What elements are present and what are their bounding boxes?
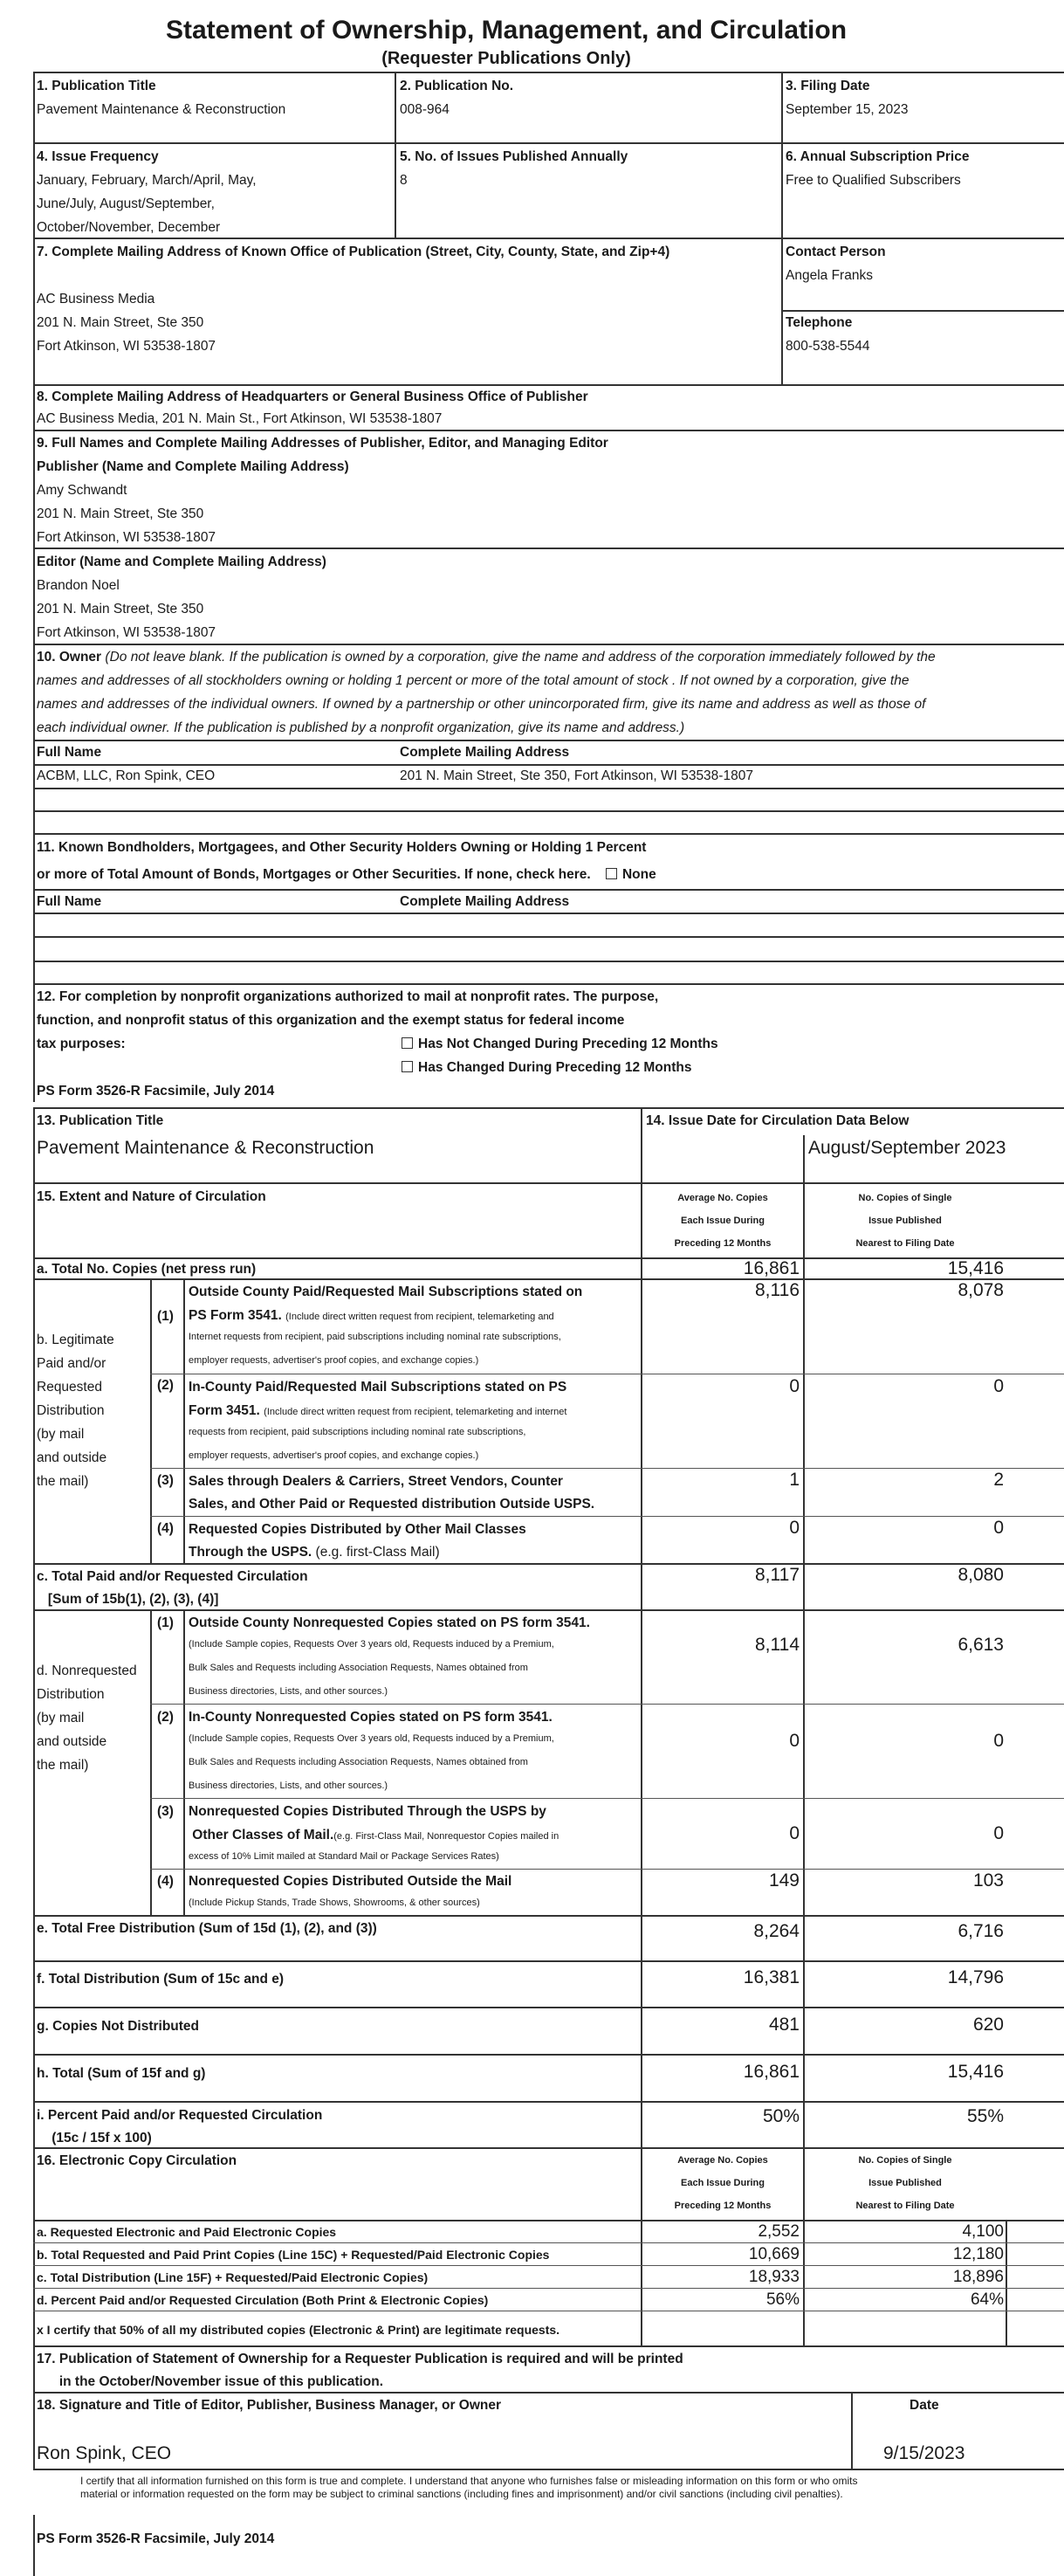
row-d1-single: 6,613 [958,1635,1004,1655]
row-b1-single: 8,078 [958,1280,1004,1300]
electronic-row-single: 64% [970,2290,1004,2309]
issue-frequency-line: January, February, March/April, May, [37,173,257,188]
row-c-avg: 8,117 [755,1565,800,1585]
row-c-label: [Sum of 15b(1), (2), (3), (4)] [37,1592,219,1607]
row-b1-number: (1) [157,1309,174,1324]
row-e-label: e. Total Free Distribution (Sum of 15d (1), (2), and (3)) [37,1921,377,1936]
row-b2-text: requests from recipient, paid subscriptions including nominal rate subscriptions, [189,1427,526,1437]
row-h-label: h. Total (Sum of 15f and g) [37,2066,206,2081]
row-b3-avg: 1 [789,1470,800,1490]
row-b2-text: employer requests, advertiser's proof copies, and exchange copies.) [189,1450,479,1461]
bondholders-line: 11. Known Bondholders, Mortgagees, and Other Security Holders Owning or Holding 1 Percent [37,840,647,855]
row-i-single: 55% [966,2106,1004,2126]
row-d-label: (by mail [37,1711,85,1725]
row-d4-avg: 149 [768,1870,800,1891]
filing-date-value: September 15, 2023 [786,102,909,117]
row-g-single: 620 [972,2015,1004,2035]
owner-instruction-line: (Do not leave blank. If the publication is owned by a corporation, give the name and address of the corporation immediately followed by the [105,650,936,665]
contact-person-label: Contact Person [786,245,886,259]
row-d4-text: Nonrequested Copies Distributed Outside the Mail [189,1874,512,1889]
row-g-avg: 481 [768,2015,800,2035]
owner-col-address: Complete Mailing Address [400,745,570,760]
row-d-label: d. Nonrequested [37,1663,137,1678]
row-b-label: b. Legitimate [37,1333,114,1347]
editor-line: 201 N. Main Street, Ste 350 [37,602,204,616]
row-d2-text: Bulk Sales and Requests including Association Requests, Names obtained from [189,1757,528,1767]
owner-instructions [37,650,936,666]
form-title: Statement of Ownership, Management, and Circulation [165,16,848,45]
contact-person-value: Angela Franks [786,268,873,283]
names-addresses-label: 9. Full Names and Complete Mailing Addresses of Publisher, Editor, and Managing Editor [37,436,608,451]
row-b-label: the mail) [37,1474,89,1489]
row-b4-avg: 0 [789,1518,800,1538]
publisher-line: Fort Atkinson, WI 53538-1807 [37,530,216,545]
nonprofit-line: 12. For completion by nonprofit organizations authorized to mail at nonprofit rates. The purpose, [37,989,659,1004]
electronic-row-label: c. Total Distribution (Line 15F) + Requested/Paid Electronic Copies) [37,2270,429,2284]
not-changed-option[interactable]: Has Not Changed During Preceding 12 Months [402,1037,718,1053]
row-i-avg: 50% [762,2106,800,2126]
row-f-single: 14,796 [947,1967,1004,1987]
row-b1-text: Outside County Paid/Requested Mail Subscriptions stated on [189,1285,583,1299]
form-subtitle: (Requester Publications Only) [381,49,631,68]
row-b-label: Requested [37,1380,102,1395]
row-b-label: Distribution [37,1403,105,1418]
col-single-header: Nearest to Filing Date [855,1238,955,1249]
row-a-avg: 16,861 [743,1258,800,1278]
col-single-header: No. Copies of Single [858,1193,952,1203]
issue-frequency-label: 4. Issue Frequency [37,149,159,164]
nonprofit-line: tax purposes: [37,1037,126,1051]
none-label: None [621,867,656,882]
electronic-row-label: a. Requested Electronic and Paid Electronic Copies [37,2225,337,2239]
col-avg-header: Each Issue During [681,2178,765,2188]
row-b3-single: 2 [993,1470,1004,1490]
col-single-header: Issue Published [868,1216,942,1226]
row-d2-avg: 0 [789,1731,800,1751]
issues-annually-label: 5. No. of Issues Published Annually [400,149,628,164]
publisher-line: Amy Schwandt [37,483,127,498]
electronic-row-single: 12,180 [952,2245,1004,2263]
row-f-avg: 16,381 [743,1967,800,1987]
col-avg-header: Preceding 12 Months [674,1238,772,1249]
row-b2-number: (2) [157,1378,174,1393]
col-avg-header: Average No. Copies [677,1193,768,1203]
row-b1-avg: 8,116 [755,1280,800,1300]
electronic-row-avg: 56% [765,2290,800,2309]
row-b3-text: Sales through Dealers & Carriers, Street Vendors, Counter [189,1474,563,1489]
editor-line: Fort Atkinson, WI 53538-1807 [37,625,216,640]
office-address-line: AC Business Media [37,292,155,307]
electronic-row-avg: 10,669 [748,2245,800,2263]
row-b4-number: (4) [157,1521,174,1536]
row-b-label: and outside [37,1450,107,1465]
signature-label: 18. Signature and Title of Editor, Publisher, Business Manager, or Owner [37,2398,502,2413]
row-d3-text: Other Classes of Mail.(e.g. First-Class Mail, Nonrequestor Copies mailed in [189,1828,559,1842]
col-single-header: Issue Published [868,2178,942,2188]
signature-name: Ron Spink, CEO [37,2443,172,2463]
row-b1-text: Internet requests from recipient, paid subscriptions including nominal rate subscriptions, [189,1332,561,1342]
publication-title-value-13: Pavement Maintenance & Reconstruction [37,1138,374,1158]
row-b2-avg: 0 [789,1376,800,1396]
changed-checkbox[interactable] [402,1061,413,1072]
row-e-avg: 8,264 [753,1921,800,1941]
hq-address-value: AC Business Media, 201 N. Main St., Fort Atkinson, WI 53538-1807 [37,411,443,426]
certification-text: material or information requested on the form may be subject to criminal sanctions (including fines and imprisonment) and/or civil sanctions (including civil penalties). [80,2488,843,2500]
row-d-label: Distribution [37,1687,105,1702]
row-d2-text: (Include Sample copies, Requests Over 3 years old, Requests induced by a Premium, [189,1733,554,1744]
row-h-avg: 16,861 [743,2062,800,2082]
owner-col-name: Full Name [37,745,102,760]
changed-option[interactable]: Has Changed During Preceding 12 Months [402,1060,692,1077]
row-e-single: 6,716 [958,1921,1004,1941]
office-address-label: 7. Complete Mailing Address of Known Office of Publication (Street, City, County, State, and Zip+4) [37,245,670,259]
row-d4-number: (4) [157,1874,174,1889]
col-avg-header: Each Issue During [681,1216,765,1226]
row-c-single: 8,080 [958,1565,1004,1585]
signature-date: 9/15/2023 [883,2443,965,2463]
publication-no-value: 008-964 [400,102,450,117]
office-address-line: 201 N. Main Street, Ste 350 [37,315,204,330]
row-b1-text: employer requests, advertiser's proof copies, and exchange copies.) [189,1355,479,1366]
row-a-single: 15,416 [947,1258,1004,1278]
owner-name: ACBM, LLC, Ron Spink, CEO [37,768,216,783]
row-d3-text: excess of 10% Limit mailed at Standard Mail or Package Services Rates) [189,1851,499,1862]
publication-statement: 17. Publication of Statement of Ownership for a Requester Publication is required and will be printed [37,2352,683,2366]
publication-title-label: 1. Publication Title [37,79,156,93]
date-label: Date [910,2398,939,2413]
owner-instruction-line: names and addresses of the individual owners. If owned by a partnership or other unincorporated firm, give its name and address as well as those of [37,697,926,712]
bondholders-col-address: Complete Mailing Address [400,894,570,909]
none-checkbox[interactable] [606,868,617,879]
electronic-row-label: b. Total Requested and Paid Print Copies (Line 15C) + Requested/Paid Electronic Copies [37,2248,550,2262]
not-changed-checkbox[interactable] [402,1037,413,1049]
publication-title-label-13: 13. Publication Title [37,1113,164,1128]
row-b3-text: Sales, and Other Paid or Requested distribution Outside USPS. [189,1497,595,1512]
row-b3-number: (3) [157,1473,174,1488]
row-d-label: and outside [37,1734,107,1749]
publication-title-value: Pavement Maintenance & Reconstruction [37,102,286,117]
electronic-row-label: d. Percent Paid and/or Requested Circulation (Both Print & Electronic Copies) [37,2293,489,2307]
row-b4-text: Requested Copies Distributed by Other Mail Classes [189,1522,526,1537]
issue-date-value: August/September 2023 [808,1138,1006,1158]
row-d1-text: Business directories, Lists, and other sources.) [189,1686,388,1697]
row-d2-text: In-County Nonrequested Copies stated on PS form 3541. [189,1710,553,1725]
editor-line: Brandon Noel [37,578,120,593]
row-b-label: Paid and/or [37,1356,106,1371]
row-i-label: (15c / 15f x 100) [37,2131,152,2146]
row-d2-text: Business directories, Lists, and other sources.) [189,1780,388,1791]
row-d1-text: Outside County Nonrequested Copies stated on PS form 3541. [189,1615,590,1630]
circulation-label: 15. Extent and Nature of Circulation [37,1189,266,1204]
row-f-label: f. Total Distribution (Sum of 15c and e) [37,1972,285,1987]
row-d3-text: Nonrequested Copies Distributed Through the USPS by [189,1804,546,1819]
row-b-label: (by mail [37,1427,85,1442]
row-d2-single: 0 [993,1731,1004,1751]
row-d1-text: (Include Sample copies, Requests Over 3 years old, Requests induced by a Premium, [189,1639,554,1650]
certification-text: I certify that all information furnished on this form is true and complete. I understand that anyone who furnishes false or misleading information on this form or who omits [80,2475,858,2487]
electronic-row-avg: 2,552 [758,2222,800,2241]
subscription-price-value: Free to Qualified Subscribers [786,173,961,188]
form-footer: PS Form 3526-R Facsimile, July 2014 [37,1084,275,1099]
row-d1-avg: 8,114 [755,1635,800,1655]
row-d4-single: 103 [972,1870,1004,1891]
telephone-label: Telephone [786,315,853,330]
row-g-label: g. Copies Not Distributed [37,2019,199,2034]
publication-statement: in the October/November issue of this publication. [37,2374,384,2389]
col-single-header: Nearest to Filing Date [855,2201,955,2211]
electronic-row-avg: 18,933 [748,2268,800,2286]
publication-no-label: 2. Publication No. [400,79,514,93]
row-h-single: 15,416 [947,2062,1004,2082]
bondholders-line2: or more of Total Amount of Bonds, Mortgages or Other Securities. If none, check here. None [37,867,656,882]
row-a-label: a. Total No. Copies (net press run) [37,1262,257,1277]
certify-statement: x I certify that 50% of all my distributed copies (Electronic & Print) are legitimate requests. [37,2323,560,2337]
row-c-label: c. Total Paid and/or Requested Circulation [37,1569,308,1584]
hq-address-label: 8. Complete Mailing Address of Headquarters or General Business Office of Publisher [37,389,588,404]
issue-frequency-line: June/July, August/September, [37,196,215,211]
col-avg-header: Average No. Copies [677,2155,768,2166]
col-avg-header: Preceding 12 Months [674,2201,772,2211]
editor-label: Editor (Name and Complete Mailing Address) [37,554,326,569]
row-d2-number: (2) [157,1710,174,1725]
row-b2-text: In-County Paid/Requested Mail Subscriptions stated on PS [189,1380,567,1395]
electronic-copy-label: 16. Electronic Copy Circulation [37,2153,237,2168]
col-single-header: No. Copies of Single [858,2155,952,2166]
telephone-value: 800-538-5544 [786,339,870,354]
subscription-price-label: 6. Annual Subscription Price [786,149,970,164]
row-d3-number: (3) [157,1804,174,1819]
issues-annually-value: 8 [400,173,408,188]
row-d3-single: 0 [993,1823,1004,1843]
row-i-label: i. Percent Paid and/or Requested Circulation [37,2108,323,2123]
publisher-line: 201 N. Main Street, Ste 350 [37,506,204,521]
row-d4-text: (Include Pickup Stands, Trade Shows, Showrooms, & other sources) [189,1898,480,1908]
row-b1-text: PS Form 3541. (Include direct written request from recipient, telemarketing and [189,1308,554,1323]
row-d1-text: Bulk Sales and Requests including Association Requests, Names obtained from [189,1663,528,1673]
issue-frequency-line: October/November, December [37,220,221,235]
electronic-row-single: 4,100 [962,2222,1004,2241]
owner-label: 10. Owner [37,650,102,665]
owner-address: 201 N. Main Street, Ste 350, Fort Atkinson, WI 53538-1807 [400,768,753,783]
bondholders-col-name: Full Name [37,894,102,909]
form-footer: PS Form 3526-R Facsimile, July 2014 [37,2531,275,2546]
electronic-row-single: 18,896 [952,2268,1004,2286]
row-b2-text: Form 3451. (Include direct written request from recipient, telemarketing and internet [189,1403,567,1418]
owner-instruction-line: names and addresses of all stockholders owning or holding 1 percent or more of the total amount of stock . If not owned by a corporation, give the [37,673,910,688]
row-b4-single: 0 [993,1518,1004,1538]
row-d1-number: (1) [157,1615,174,1630]
row-b2-single: 0 [993,1376,1004,1396]
row-b4-text: Through the USPS. (e.g. first-Class Mail) [189,1545,440,1560]
publisher-label: Publisher (Name and Complete Mailing Address) [37,459,349,474]
issue-date-label: 14. Issue Date for Circulation Data Below [646,1113,910,1128]
row-d3-avg: 0 [789,1823,800,1843]
office-address-line: Fort Atkinson, WI 53538-1807 [37,339,216,354]
nonprofit-line: function, and nonprofit status of this organization and the exempt status for federal income [37,1013,625,1028]
owner-instruction-line: each individual owner. If the publication is published by a nonprofit organization, give its name and address.) [37,720,685,735]
row-d-label: the mail) [37,1758,89,1773]
filing-date-label: 3. Filing Date [786,79,870,93]
